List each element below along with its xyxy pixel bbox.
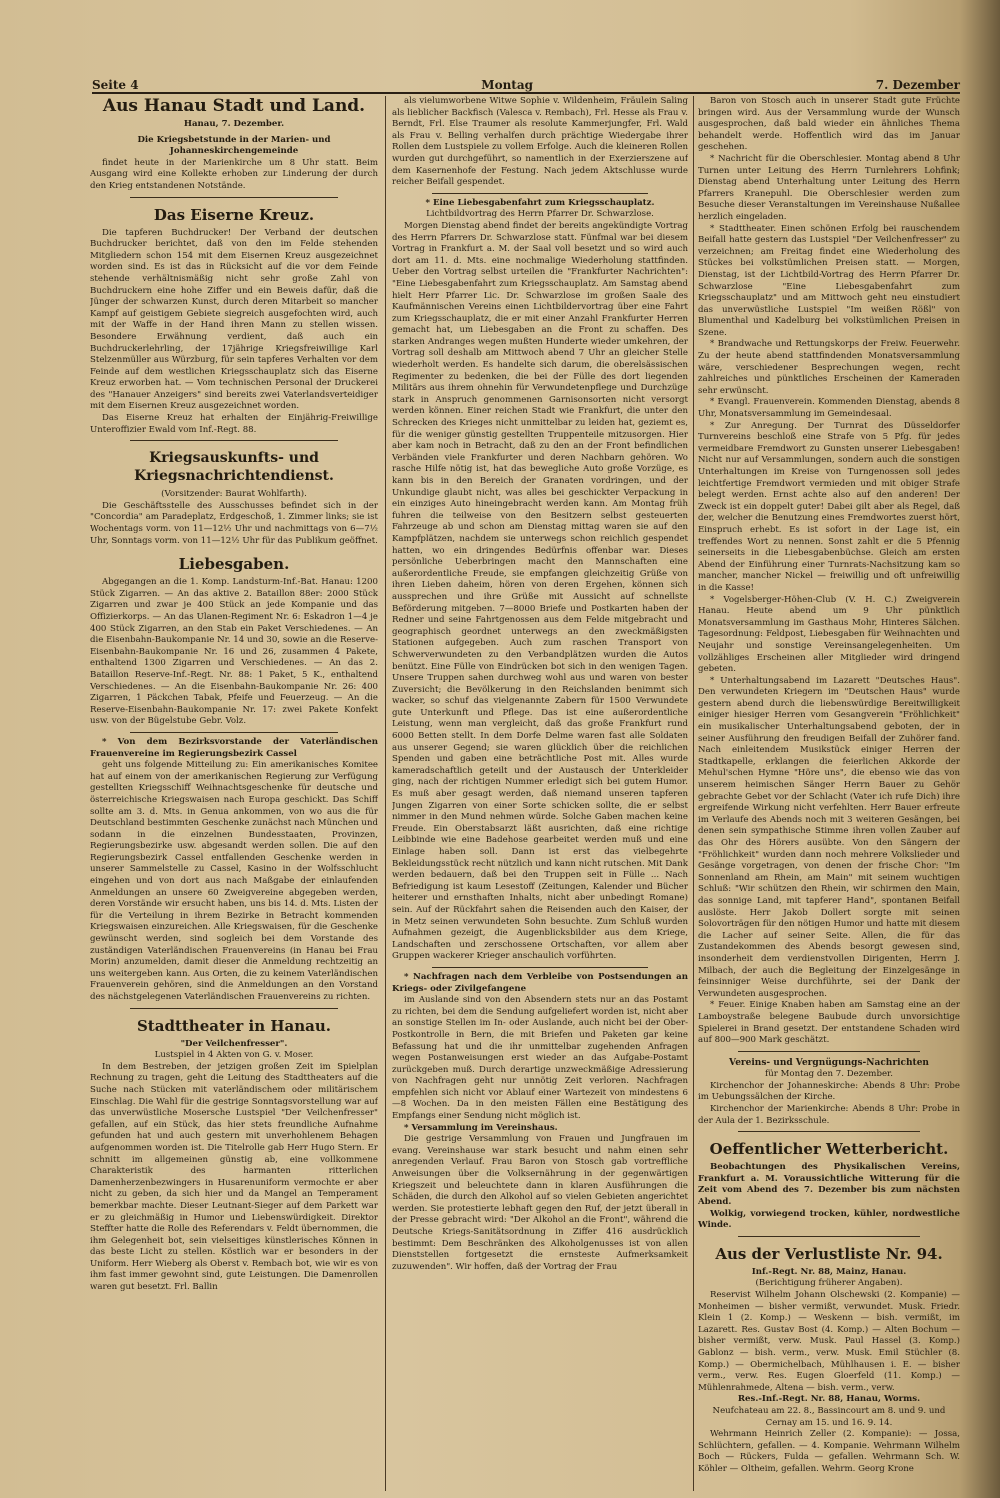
page-header xyxy=(92,70,960,94)
article-heading: * Nachfragen nach dem Verbleibe von Postsendungen an Kriegs- oder Zivilgefangene xyxy=(392,971,688,994)
article-text: * Nachricht für die Oberschlesier. Montag abend 8 Uhr Turnen unter Leitung des Herrn Turnlehrers Lohfink; Dienstag abend Unterhaltung unter Leitung des Herrn Pfarrers Kranepuhl. Die Oberschlesier werden zum Besuche dieser Veranstaltungen im Vereinshause Nußallee herzlich eingeladen. xyxy=(698,153,960,222)
article-heading: Aus der Verlustliste Nr. 94. xyxy=(715,1244,943,1263)
column-rule xyxy=(693,96,694,1491)
article-heading: Oeffentlicher Wetterbericht. xyxy=(709,1140,949,1159)
article-subheading: (Berichtigung früherer Angaben). xyxy=(755,1278,903,1289)
divider xyxy=(738,1236,920,1237)
article-text: * Feuer. Einige Knaben haben am Samstag eine an der Lamboystraße belegene Baubude durch unvorsichtige Spielerei in Brand gesetzt. Der entstandene Schaden wird auf 800—900 Mark geschätzt. xyxy=(698,1000,960,1046)
column-rule xyxy=(385,96,386,1491)
article-text: geht uns folgende Mitteilung zu: Ein amerikanisches Komitee hat auf einem von der amerikanischen Regierung zur Verfügung gestellten Kriegsschiff Weihnachtsgeschenke für deutsche und österreichische Kriegswaisen nach Europa geschickt. Das Schiff sollte am 3. d. Mts. in Genua ankommen, von wo aus die für Deutschland bestimmten Geschenke zunächst nach München und sodann in die einzelnen Bundesstaaten, Provinzen, Regierungsbezirke usw. abgesandt werden sollen. Die auf den Regierungsbezirk Cassel entfallenden Geschenke werden in unserer Sammelstelle zu Cassel, Kasino in der Wolfsschlucht eingehen und von dort aus nach Maßgabe der einlaufenden Anmeldungen an unsere 60 Zweigvereine abgegeben werden, deren Vorstände wir ersucht haben, uns bis 14. d. Mts. Listen der für die Verteilung in ihrem Bezirke in Betracht kommenden Kriegswaisen einzureichen. Alle Kriegswaisen, für die Geschenke gewünscht werden, sind sogleich bei dem Vorstande des zuständigen Vaterländischen Frauenvereins (in Hanau bei Frau Morin) anzumelden, damit dieser die Anmeldung rechtzeitig an uns weitergeben kann. Aus Orten, die zu keinem Vaterländischen Frauenverein gehören, sind die Anmeldungen an den Vorstand des nächstgelegenen Vaterländischen Frauenvereins zu richten. xyxy=(90,760,378,1002)
article-heading: Vereins- und Vergnügungs-Nachrichten xyxy=(729,1057,929,1068)
article-text: * Brandwache und Rettungskorps der Freiw. Feuerwehr. Zu der heute abend stattfindenden Monatsversammlung wäre, verschiedener Besprechungen wegen, recht zahlreiches und pünktliches Erscheinen der Kameraden sehr erwünscht. xyxy=(698,339,960,396)
article-text: * Stadttheater. Einen schönen Erfolg bei rauschendem Beifall hatte gestern das Lustspiel "Der Veilchenfresser" zu verzeichnen; am Freitag findet eine Wiederholung des Stückes bei volkstümlichen Preisen statt. — Morgen, Dienstag, ist der Lichtbild-Vortrag des Herrn Pfarrer Dr. Schwarzlose "Eine Liebesgabenfahrt zum Kriegsschauplatz" und am Mittwoch geht neu einstudiert das unverwüstliche Lustspiel "Im weißen Rößl" von Blumenthal und Kadelburg bei volkstümlichen Preisen in Szene. xyxy=(698,223,960,338)
article-heading: * Versammlung im Vereinshaus. xyxy=(404,1122,558,1133)
article-subheading: Lustspiel in 4 Akten von G. v. Moser. xyxy=(154,1050,314,1061)
article-text: Kirchenchor der Johanneskirche: Abends 8 Uhr: Probe im Uebungssälchen der Kirche. xyxy=(698,1080,960,1103)
article-subheading: Res.-Inf.-Regt. Nr. 88, Hanau, Worms. xyxy=(737,1394,921,1405)
column-1 xyxy=(90,96,378,1486)
divider xyxy=(738,1131,920,1132)
article-text: Wolkig, vorwiegend trocken, kühler, nordwestliche Winde. xyxy=(698,1208,960,1231)
article-text: Das Eiserne Kreuz hat erhalten der Einjährig-Freiwillige Unteroffizier Ewald vom Inf.-Regt. 88. xyxy=(90,413,378,435)
article-heading: Liebesgaben. xyxy=(178,555,290,574)
article-text: als vielumworbene Witwe Sophie v. Wildenheim, Fräulein Saling als lieblicher Backfisch (Valesca v. Rembach), Frl. Hesse als Frau v. Berndt, Frl. Else Traumer als resolute Kammerjungfer, Frl. Wald als Frau v. Belling verhalfen durch prächtige Wiedergabe ihrer Rollen dem Lustspiele zu vollem Erfolge. Auch die kleineren Rollen wurden gut durchgeführt, so namentlich in der Exerzierszene auf dem Kasernenhofe der Festung. Nach jedem Aktschlusse wurde reicher Beifall gespendet. xyxy=(392,96,688,188)
article-subheading: (Vorsitzender: Baurat Wohlfarth). xyxy=(161,489,307,500)
divider xyxy=(738,1051,920,1052)
divider xyxy=(130,1008,338,1009)
issue-date: 7. Dezember xyxy=(875,78,960,92)
divider xyxy=(130,440,338,441)
divider xyxy=(130,197,338,198)
article-text: Morgen Dienstag abend findet der bereits angekündigte Vortrag des Herrn Pfarrers Dr. Schwarzlose statt. Fünfmal war bei diesem Vortrag in Frankfurt a. M. der Saal voll besetzt und so wird auch dort am 11. d. Mts. eine nochmalige Wiederholung stattfinden. Ueber den Vortrag selbst urteilen die "Frankfurter Nachrichten": "Eine Liebesgabenfahrt zum Kriegsschauplatz. Am Samstag abend hielt Herr Pfarrer Lic. Dr. Schwarzlose im großen Saale des Kaufmännischen Vereins einen Lichtbildervortrag über eine Fahrt zum Kriegsschauplatz, die er mit einer Anzahl Frankfurter Herren gemacht hat, um Liebesgaben an die Front zu schaffen. Des starken Andranges wegen mußten Hunderte wieder umkehren, der Vortrag soll deshalb am Mittwoch abend 7 Uhr an gleicher Stelle wiederholt werden. Es handelte sich darum, die oberelsässischen Regimenter zu bedenken, die bei der Fülle des dort liegenden Militärs aus ihrem ohnehin für Verwundetenpflege und Durchzüge stark in Anspruch genommenen Garnisonsorten nicht versorgt werden können. Einer reichen Stadt wie Frankfurt, die unter den Schrecken des Krieges nicht unmittelbar zu leiden hat, geziemt es, für die weniger günstig gestellten Truppenteile mitzusorgen. Hier aber kam noch in Betracht, daß zu den an der Front befindlichen Verbänden viele Frankfurter und deren Nachbarn gehören. Wo rasche Hilfe nötig ist, hat das bewegliche Auto große Vorzüge, es kann bis in den Bereich der Granaten vordringen, und der Unkundige glaubt nicht, was alles bei geschickter Verpackung in ein einziges Auto hineingebracht werden kann. Am Montag früh fuhren die teilweise von den Besitzern selbst gesteuerten Fahrzeuge ab und schon am Dienstag mittag waren sie auf den Kampfplätzen, nachdem sie unterwegs schon reichlich gespendet hatten, wo ein dringendes Bedürfnis offenbar war. Dieses persönliche Ueberbringen macht den Mannschaften eine außerordentliche Freude, sie empfangen gleichzeitig Grüße von ihren Lieben daheim, hören von deren Ergehen, können sich aussprechen und ihre Grüße mit Aussicht auf schnellste Beförderung mitgeben. 7—8000 Briefe und Postkarten haben der Redner und seine Fahrtgenossen aus dem Felde mitgebracht und geographisch geordnet unterwegs an den zweckmäßigsten Stationen aufgegeben. Auch zum raschen Transport von Schwerverwundeten zu den Verbandplätzen wurden die Autos benützt. Eine Fülle von Eindrücken bot sich in den wenigen Tagen. Unsere Truppen sahen durchweg wohl aus und waren von bester Zuversicht; die Bevölkerung in den Reichslanden benimmt sich wacker, so schuf das vielgenannte Zabern für 1500 Verwundete gute Unterkunft und Pflege. Das ist eine außerordentliche Leistung, wenn man vergleicht, daß das große Frankfurt rund 6000 Betten stellt. In dem Dorfe Delme waren fast alle Soldaten aus unserer Gegend; sie waren glücklich über die reichlichen Spenden und gaben eine beträchtliche Post mit. Alles wurde kameradschaftlich geteilt und der Austausch der Unterkleider ging, nach der richtigen Nummer erledigt sich bei gutem Humor. Es muß aber gesagt werden, daß niemand unseren tapferen Jungen Zigarren von einer Sorte schicken sollte, die er selbst nimmer in den Mund nehmen würde. Solche Gaben machen keine Freude. Ein Oberstabsarzt läßt ausrichten, daß eine richtige Leibbinde wie eine Badehose gearbeitet werden muß und eine Einlage haben soll. Dann ist erst das vielbegehrte Bekleidungsstück recht nützlich und kann nicht rutschen. Mit Dank werden bedauern, daß bei den Truppen seit in Fülle ... Nach Befriedigung ist kaum Lesestoff (Zeitungen, Kalender und Bücher heiterer und ernsthaften Inhalts, nicht aber unbedingt Romane) sein. Auf der Rückfahrt sahen die Reisenden auch den Kaiser, der in Metz seinen verwundeten Sohn besuchte. Zum Schluß wurden Aufnahmen gezeigt, die Augenblicksbilder aus dem Kriege, Landschaften und zerschossene Ortschaften, vor allem aber Gruppen wackerer Krieger anschaulich vorführten. xyxy=(392,220,688,962)
article-text: Die Geschäftsstelle des Ausschusses befindet sich in der "Concordia" am Paradeplatz, Erdgeschoß, 1. Zimmer links; sie ist Wochentags vorm. von 11—12½ Uhr und nachmittags von 6—7½ Uhr, Sonntags vorm. von 11—12½ Uhr für das Publikum geöffnet. xyxy=(90,500,378,546)
weekday: Montag xyxy=(481,78,534,92)
section-title: Aus Hanau Stadt und Land. xyxy=(102,96,366,116)
article-subheading: Neufchateau am 22. 8., Bassincourt am 8. und 9. und Cernay am 15. und 16. 9. 14. xyxy=(712,1405,946,1428)
article-heading: * Eine Liebesgabenfahrt zum Kriegsschauplatz. xyxy=(425,197,655,208)
article-text: * Zur Anregung. Der Turnrat des Düsseldorfer Turnvereins beschloß eine Strafe von 5 Pfg. für jedes vermeidbare Fremdwort zu Gunsten unserer Liebesgaben! Nicht nur auf Versammlungen, sondern auch die sonstigen Unterhaltungen im Kreise von Turngenossen soll jedes leichtfertige Fremdwort vermieden und mit obiger Strafe belegt werden. Ernst achte also auf den anderen! Der Zweck ist ein doppelt guter! Dabei gilt aber als Regel, daß der, welcher die Benutzung eines Fremdwortes zuerst hört, Einspruch erhebt. Es ist sofort in der Lage ist, ein treffendes Wort zu nennen. Sonst zahlt er die 5 Pfennig seinerseits in die Liebesgabenbüchse. Gleich am ersten Abend der Einführung einer Turnrats-Nachsitzung kam so mancher, mancher Nickel — freiwillig und oft unfreiwillig in die Kasse! xyxy=(698,420,960,593)
article-heading: Stadttheater in Hanau. xyxy=(136,1016,332,1035)
article-text: findet heute in der Marienkirche um 8 Uhr statt. Beim Ausgang wird eine Kollekte erhoben zur Linderung der durch den Krieg entstandenen Notstände. xyxy=(90,157,378,191)
article-text: In dem Bestreben, der jetzigen großen Zeit im Spielplan Rechnung zu tragen, geht die Leitung des Stadttheaters auf die Suche nach Stücken mit vaterländischem oder militärischem Einschlag. Die Wahl für die gestrige Sonntagsvorstellung war auf das unverwüstliche Mosersche Lustspiel "Der Veilchenfresser" gefallen, auf ein Stück, das hier stets freundliche Aufnahme gefunden hat und auch gestern mit unverhohlenem Behagen aufgenommen worden ist. Die Titelrolle gab Herr Hugo Stern. Er schnitt im allgemeinen günstig ab, eine vollkommene Charakteristik des harmanten ritterlichen Damenherzenbezwingers in Husarenuniform vermochte er aber nicht zu geben, da sich hier und da Mangel an Temperament bemerkbar machte. Dieser Leutnant-Sieger auf dem Parkett war er zu gleichmäßig in Humor und Liebenswürdigkeit. Direktor Steffter hatte die Rolle des Referendars v. Feldt übernommen, die ihm Gelegenheit bot, sein vielseitiges künstlerisches Können in das beste Licht zu stellen. Köstlich war er besonders in der Uniform. Herr Wieberg als Oberst v. Rembach bot, wie wir es von ihm fast immer gewohnt sind, gute Leistungen. Die Damenrollen waren gut besetzt. Frl. Ballin xyxy=(90,1061,378,1293)
column-3 xyxy=(698,96,960,1486)
article-text: im Auslande sind von den Absendern stets nur an das Postamt zu richten, bei dem die Sendung aufgeliefert worden ist, nicht aber an sonstige Stellen im In- oder Auslande, auch nicht bei der Ober-Postkontrolle in Bern, die mit Briefen und Paketen gar keine Befassung hat und die ihr unmittelbar zugehenden Anfragen wegen Postanweisungen erst wieder an das Aufgabe-Postamt zurückgeben muß. Durch derartige unzweckmäßige Adressierung von Nachfragen geht nur unnötig Zeit verloren. Nachfragen empfehlen sich nicht vor Ablauf einer Wartezeit von mindestens 6—8 Wochen. Da in den meisten Fällen eine Bestätigung des Empfangs einer Sendung nicht möglich ist. xyxy=(392,995,688,1122)
page-number: Seite 4 xyxy=(92,78,139,92)
article-text: Die gestrige Versammlung von Frauen und Jungfrauen im evang. Vereinshause war stark besucht und nahm einen sehr anregenden Verlauf. Frau Baron von Stosch gab vortreffliche Anweisungen über die Volksernährung in der gegenwärtigen Kriegszeit und beleuchtete dann in klaren Ausführungen die Schäden, die durch den Alkohol auf so vielen Gebieten angerichtet werden. Sie protestierte lebhaft gegen den Ruf, der jetzt überall in der Presse gebracht wird: "Der Alkohol an die Front", während die Deutsche Kriegs-Sanitätsordnung in Ziffer 416 ausdrücklich bestimmt: Dem Beschränken des Alkoholgenusses ist von allen Dienststellen fortgesetzt die ernsteste Aufmerksamkeit zuzuwenden". Wir hoffen, daß der Vortrag der Frau xyxy=(392,1134,688,1272)
article-heading: Die Kriegsbetstunde in der Marien- und Johanneskirchengemeinde xyxy=(137,134,331,157)
article-heading: * Von dem Bezirksvorstande der Vaterländischen Frauenvereine im Regierungsbezirk Cassel xyxy=(90,736,378,759)
article-text: Wehrmann Heinrich Zeller (2. Kompanie): — Jossa, Schlüchtern, gefallen. — 4. Kompanie. Wehrmann Wilhelm Boch — Rückers, Fulda — gefallen. Wehrmann Sch. W. Köhler — Oltheim, gefallen. Wehrm. Georg Krone xyxy=(698,1429,960,1474)
article-subheading: Lichtbildvortrag des Herrn Pfarrer Dr. Schwarzlose. xyxy=(426,209,654,220)
article-heading: Kriegsauskunfts- und Kriegsnachrichtendienst. xyxy=(134,450,334,485)
divider xyxy=(432,193,648,194)
column-2 xyxy=(392,96,688,1486)
article-text: Abgegangen an die 1. Komp. Landsturm-Inf.-Bat. Hanau: 1200 Stück Zigarren. — An das aktive 2. Bataillon 88er: 2000 Stück Zigarren und zwar je 400 Stück an jede Kompanie und das Offizierkorps. — An das Ulanen-Regiment Nr. 6: Eskadron 1—4 je 400 Stück Zigarren, an den Stab ein Paket Verschiedenes. — An die Eisenbahn-Baukompanie Nr. 14 und 30, sowie an die Reserve-Eisenbahn-Baukompanie Nr. 16 und 26, zusammen 4 Pakete, enthaltend 1300 Zigarren und Verschiedenes. — An das 2. Bataillon Reserve-Inf.-Regt. Nr. 88: 1 Paket, 5 K., enthaltend Verschiedenes. — An die Eisenbahn-Baukompanie Nr. 26: 400 Zigarren, 1 Päckchen Tabak, Pfeife und Feuerzeug. — An die Reserve-Eisenbahn-Baukompanie Nr. 17: zwei Pakete Konfekt usw. von der Bügelstube Gebr. Volz. xyxy=(90,577,378,727)
divider xyxy=(130,732,338,733)
article-text: Die tapferen Buchdrucker! Der Verband der deutschen Buchdrucker berichtet, daß von den im Felde stehenden Mitgliedern schon 154 mit dem Eisernen Kreuz ausgezeichnet worden sind. Es ist das in Rücksicht auf die vor dem Feinde stehende verhältnismäßig nicht sehr große Zahl von Buchdruckern eine hohe Ziffer und ein Beweis dafür, daß die Jünger der schwarzen Kunst, durch deren Mitarbeit so mancher Kampf auf geistigem Gebiete siegreich ausgefochten wird, auch mit der Waffe in der Hand ihren Mann zu stellen wissen. Besondere Erwähnung verdient, daß auch ein Buchdruckerlehrling, der 17jährige Kriegsfreiwillige Karl Stelzenmüller aus Würzburg, für sein tapferes Verhalten vor dem Feinde auf dem westlichen Kriegsschauplatz sich das Eiserne Kreuz erworben hat. — Vom technischen Personal der Druckerei des "Hanauer Anzeigers" sind bereits zwei Vaterlandsverteidiger mit dem Eisernen Kreuz ausgezeichnet worden. xyxy=(90,227,378,412)
article-heading: Das Eiserne Kreuz. xyxy=(153,205,315,224)
dateline: Hanau, 7. Dezember. xyxy=(183,119,285,129)
article-subheading: für Montag den 7. Dezember. xyxy=(765,1069,893,1080)
article-text: * Vogelsberger-Höhen-Club (V. H. C.) Zweigverein Hanau. Heute abend um 9 Uhr pünktlich Monatsversammlung im Gasthaus Mohr, Hinteres Sälchen. Tagesordnung: Feldpost, Liebesgaben für Weihnachten und Neujahr und sonstige Vereinsangelegenheiten. Um vollzähliges Erscheinen aller Mitglieder wird dringend gebeten. xyxy=(698,594,960,675)
article-text: Beobachtungen des Physikalischen Vereins, Frankfurt a. M. Voraussichtliche Witterung für die Zeit vom Abend des 7. Dezember bis zum nächsten Abend. xyxy=(698,1162,960,1208)
article-text: Baron von Stosch auch in unserer Stadt gute Früchte bringen wird. Aus der Versammlung wurde der Wunsch ausgesprochen, daß bald wieder ein ähnliches Thema behandelt werde. Hoffentlich wird das im Januar geschehen. xyxy=(698,96,960,153)
article-text: * Unterhaltungsabend im Lazarett "Deutsches Haus". Den verwundeten Kriegern im "Deutschen Haus" wurde gestern abend durch die liebenswürdige Bereitwilligkeit einiger hiesiger Herren vom Gesangverein "Fröhlichkeit" ein musikalischer Unterhaltungsabend geboten, der in seiner Ausführung den freudigen Beifall der Zuhörer fand. Nach einleitendem Musikstück einiger Herren der Stadtkapelle, erklangen die feierlichen Akkorde der Mehul'schen Hymne "Höre uns", die ebenso wie das von unserem heimischen Sänger Herrn Bauer zu Gehör gebrachte Gebet vor der Schlacht (Vater ich rufe Dich) ihre ergreifende Wirkung nicht verfehlten. Herr Bauer erfreute im Verlaufe des Abends noch mit 3 weiteren Gesängen, bei denen sein sympathische Stimme ihren vollen Zauber auf das Ohr des Hörers ausübte. Von den Sängern der "Fröhlichkeit" wurden dann noch mehrere Volkslieder und Gesänge vorgetragen, von denen der frische Chor: "Im Sonnenland am Rhein, am Main" mit seinem wuchtigen Schluß: "Wir schützen den Rhein, wir schirmen den Main, das sonnige Land, mit tapferer Hand", spontanen Beifall auslöste. Herr Jakob Dollert sorgte mit seinen Solovorträgen für den nötigen Humor und hatte mit diesem die Lacher auf seiner Seite. Allen, die für das Zustandekommen des Abends besorgt gewesen sind, insonderheit dem verdienstvollen Dirigenten, Herrn J. Milbach, der auch die Begleitung der Einzelgesänge in feinsinniger Weise durchführte, sei der Dank der Verwundeten ausgesprochen. xyxy=(698,675,960,999)
divider xyxy=(432,967,648,968)
article-subheading: Inf.-Regt. Nr. 88, Mainz, Hanau. xyxy=(751,1266,907,1277)
article-text: Reservist Wilhelm Johann Olschewski (2. Kompanie) — Monheimen — bisher vermißt, verwundet. Musk. Friedr. Klein 1 (2. Komp.) — Weskenn — bish. vermißt, im Lazarett. Res. Gustav Bost (4. Komp.) — Alten Bochum — bisher vermißt, verw. Musk. Paul Hassel (3. Komp.) Gablonz — bish. verm., verw. Musk. Emil Stüchler (8. Komp.) — Obermichelbach, Mühlhausen i. E. — bisher verm., verw. Res. Eugen Gloerfeld (11. Komp.) — Mühlenrahmede, Altena — bish. verm., verw. xyxy=(698,1290,960,1393)
article-text: * Evangl. Frauenverein. Kommenden Dienstag, abends 8 Uhr, Monatsversammlung im Gemeindesaal. xyxy=(698,397,960,420)
play-title: "Der Veilchenfresser". xyxy=(180,1038,288,1049)
article-text: Kirchenchor der Marienkirche: Abends 8 Uhr: Probe in der Aula der 1. Bezirksschule. xyxy=(698,1104,960,1126)
